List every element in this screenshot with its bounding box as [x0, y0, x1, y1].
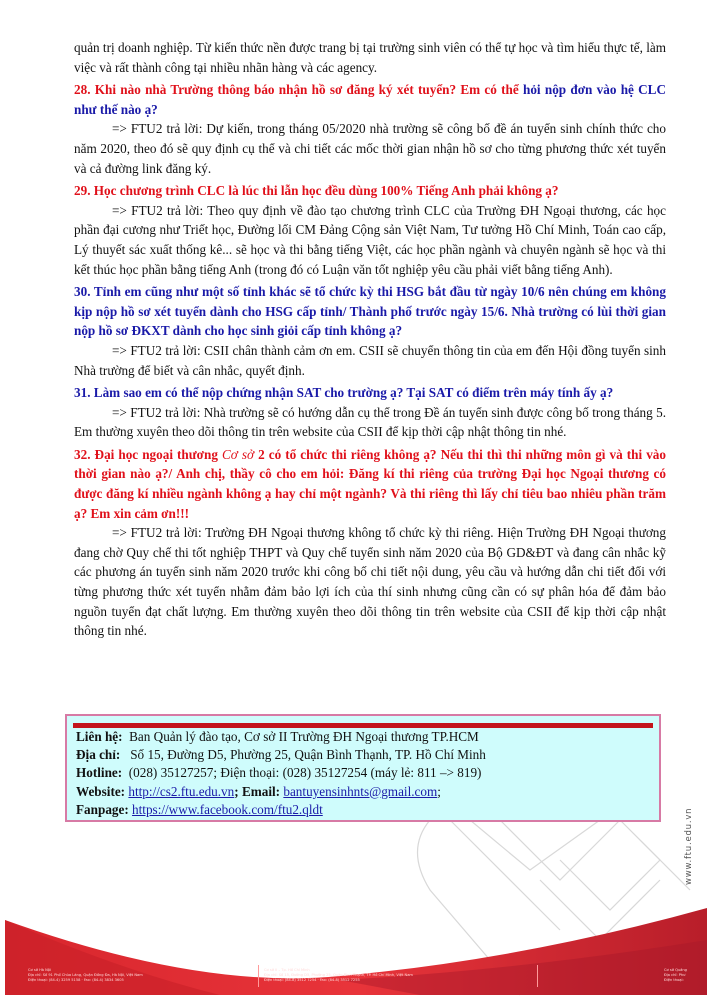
footer-text: Cơ sở II – Tp. Hồ Chí Minh [264, 968, 310, 972]
hotline-line [76, 764, 486, 782]
answer-30: => FTU2 trả lời: CSII chân thành cảm ơn em. CSII sẽ chuyển thông tin của em đến Hội đồng tuyển sinh Nhà trường để biết và cân nhắc, quyết định. [74, 342, 666, 378]
fanpage-link[interactable]: https://www.facebook.com/ftu2.qldt [132, 801, 323, 817]
question-32 [74, 445, 666, 523]
separator: ; [437, 783, 441, 799]
answer-29: => FTU2 trả lời: Theo quy định về đào tạo chương trình CLC của Trường ĐH Ngoại thương, các học phần đại cương như Triết học, Đường lối CM Đảng Cộng sản Việt Nam, Tư tưởng Hồ Chí Minh, Toán cao cấp, Lý thuyết sác xuất thống kê... sẽ học và thi bằng tiếng Việt, các học phần ngành và chuyên ngành sẽ học và thi kết thúc học phần bằng tiếng Anh (trong đó có Luận văn tốt nghiệp yêu cầu phải viết bằng tiếng Anh). [74, 202, 666, 277]
website-link[interactable]: http://cs2.ftu.edu.vn [128, 783, 235, 799]
contact-label: Liên hệ: [76, 729, 123, 744]
address-label: Địa chỉ: [76, 747, 121, 763]
question-28-blue: hỏi nộp đơn vào hệ CLC như thế nào ạ? [74, 82, 667, 117]
footer-hcm [264, 968, 413, 983]
footer-text: Địa chỉ: Phư [664, 973, 686, 977]
email-label: Email: [241, 783, 281, 799]
website-label: Website: [76, 783, 126, 799]
answer-32: => FTU2 trả lời: Trường ĐH Ngoại thương không tổ chức kỳ thi riêng. Hiện Trường ĐH Ngoại thương đang chờ Quy chế thi tốt nghiệp THPT và Quy chế tuyển sinh năm 2020 của Bộ GD&ĐT và đang cân nhắc kỹ các phương án tuyển sinh năm 2020 trước khi công bố chi tiết nội dung, yêu cầu và hướng dẫn chi tiết đối với từng phương thức xét tuyển nhằm đảm bảo lợi ích của thí sinh nhưng cũng cần có sự phân hóa để đảm bảo nguồn tuyển đạt chất lượng. Em thường xuyên theo dõi thông tin trên website của CSII để kịp thời cập nhật thông tin nhé. [74, 525, 666, 639]
footer-divider [258, 965, 259, 987]
question-30: 30. Tỉnh em cũng như một số tỉnh khác sẽ tổ chức kỳ thi HSG bắt đầu từ ngày 10/6 nên chúng em không kịp nộp hồ sơ xét tuyển dành cho HSG cấp tỉnh/ Thành phố trước ngày 15/6. Nhà trường có lùi thời gian nộp hồ sơ ĐKXT dành cho học sinh giỏi cấp tỉnh không ạ? [74, 284, 666, 339]
side-url: www.ftu.edu.vn [684, 807, 694, 885]
document-body [74, 38, 666, 641]
fanpage-label: Fanpage: [76, 801, 129, 817]
email-link[interactable]: bantuyensinhnts@gmail.com [283, 783, 438, 799]
footer-text: Địa chỉ: Số 91 Phố Chùa Láng, Quận Đống Đa, Hà Nội, Việt Nam [28, 973, 143, 977]
contact-line [76, 728, 486, 746]
footer-text: Cơ sở Quảng [664, 968, 687, 972]
footer-divider [537, 965, 538, 987]
question-28-red: 28. Khi nào nhà Trường thông báo nhận hồ sơ đăng ký xét tuyển? Em có thể [74, 82, 523, 98]
question-29: 29. Học chương trình CLC là lúc thi lẫn học đều dùng 100% Tiếng Anh phải không ạ? [74, 183, 559, 199]
address-line [76, 746, 486, 764]
answer-28: => FTU2 trả lời: Dự kiến, trong tháng 05/2020 nhà trường sẽ công bố đề án tuyển sinh chính thức cho năm 2020, theo đó sẽ quy định cụ thể và chi tiết các mốc thời gian nhận hồ sơ cho từng phương thức xét tuyển và cả đường link đăng ký. [74, 121, 666, 176]
question-28 [74, 80, 666, 119]
question-32-italic: Cơ sở [221, 446, 255, 462]
contact-value: Ban Quản lý đào tạo, Cơ sở II Trường ĐH Ngoại thương TP.HCM [129, 729, 479, 744]
separator: ; [234, 783, 239, 799]
hotline-label: Hotline: [76, 765, 123, 781]
address-value: Số 15, Đường D5, Phường 25, Quận Bình Thạnh, TP. Hồ Chí Minh [130, 747, 486, 763]
footer-text: Địa chỉ: Số 15, Đường D5, Phường 25, Quận Bình Thạnh, TP. Hồ Chí Minh, Việt Nam [264, 973, 413, 977]
question-32-part-a: 32. Đại học ngoại thương [74, 446, 222, 462]
answer-31: => FTU2 trả lời: Nhà trường sẽ có hướng dẫn cụ thể trong Đề án tuyển sinh được công bố trong tháng 5. Em thường xuyên theo dõi thông tin trên website của CSII để kịp thời cập nhật thông tin nhé. [74, 404, 666, 440]
footer-text: Điện thoại: (84-8) 3512 7254 · Fax: (84-8) 3512 7255 [264, 978, 360, 982]
hotline-value: (028) 35127257; Điện thoại: (028) 35127254 (máy lẻ: 811 –> 819) [128, 765, 482, 781]
intro-paragraph: quản trị doanh nghiệp. Từ kiến thức nền được trang bị tại trường sinh viên có thể tự học và tìm hiểu thực tế, làm việc và rất thành công tại nhiều nhãn hàng và các agency. [74, 40, 667, 75]
fanpage-line [76, 801, 486, 819]
contact-box [65, 714, 661, 822]
footer-text: Cơ sở Hà Nội [28, 968, 51, 972]
question-31: 31. Làm sao em có thể nộp chứng nhận SAT cho trường ạ? Tại SAT có điểm trên máy tính ấy ạ? [74, 385, 614, 401]
website-line [76, 783, 486, 801]
question-32-part-b: 2 có tổ chức thi riêng không ạ? Nếu thi thì thi những môn gì và thi vào thời gian nào ạ?/ Anh chị, thầy cô cho em hỏi: Đăng kí thi riêng của trường Đại học Ngoại thương có được đăng kí nhiều ngành không ạ hay chỉ một ngành? Và thi riêng thì lấy chỉ tiêu bao nhiêu phần trăm ạ? Em xin cảm ơn!!! [74, 446, 666, 521]
footer-hanoi [28, 968, 143, 983]
footer-quangninh [664, 968, 687, 983]
footer-text: Điện thoại: (84-4) 3259 5158 · Fax: (84-4) 3834 3605 [28, 978, 124, 982]
footer-text: Điện thoại: [664, 978, 684, 982]
